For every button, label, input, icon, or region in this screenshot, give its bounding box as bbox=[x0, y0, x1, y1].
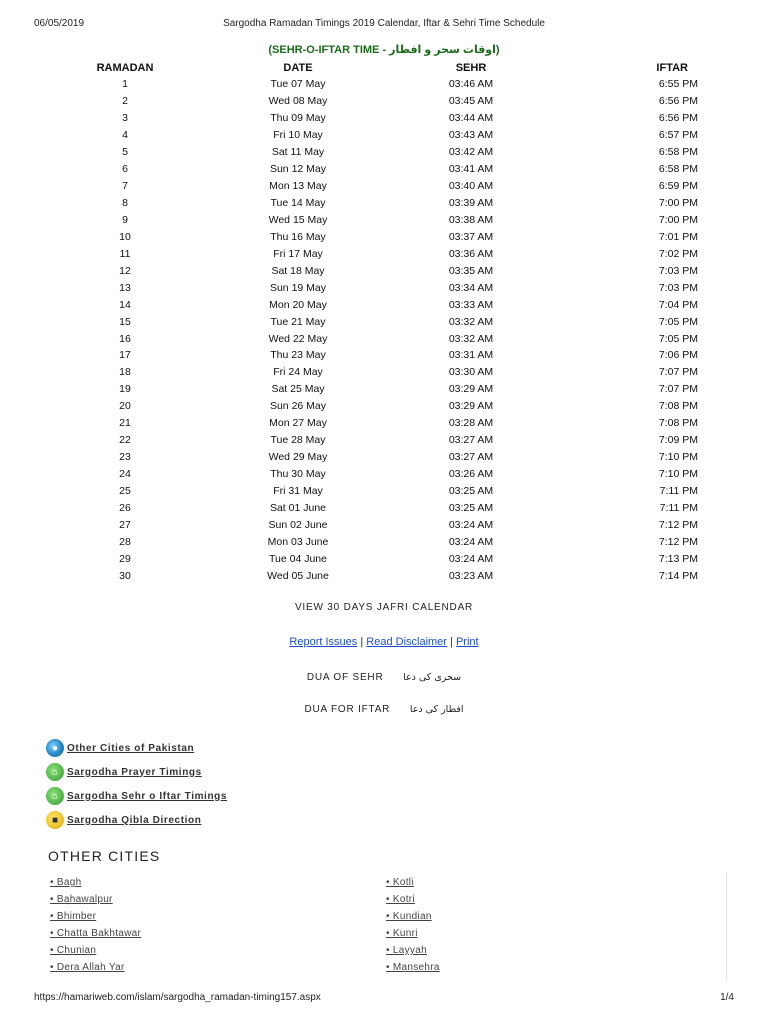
sehr-time-cell: 03:30 AM bbox=[448, 366, 494, 379]
sehr-time-cell: 03:32 AM bbox=[448, 315, 494, 328]
mosque-icon: ⌂ bbox=[46, 787, 64, 805]
city-link[interactable]: • Layyah bbox=[386, 945, 427, 956]
table-row bbox=[40, 347, 728, 364]
sehr-time-cell: 03:23 AM bbox=[448, 569, 494, 582]
date-cell: Fri 10 May bbox=[273, 129, 323, 142]
iftar-time-cell: 7:03 PM bbox=[658, 281, 698, 294]
table-row bbox=[40, 76, 728, 93]
ramadan-day-cell: 15 bbox=[119, 315, 131, 328]
ramadan-day-cell: 23 bbox=[119, 451, 131, 464]
sehr-time-cell: 03:33 AM bbox=[448, 298, 494, 311]
city-link[interactable]: • Kotri bbox=[386, 894, 415, 905]
iftar-time-cell: 7:12 PM bbox=[658, 535, 698, 548]
iftar-time-cell: 7:04 PM bbox=[658, 298, 698, 311]
quick-links bbox=[46, 736, 227, 832]
ramadan-day-cell: 17 bbox=[119, 349, 131, 362]
ramadan-day-cell: 14 bbox=[119, 298, 131, 311]
iftar-time-cell: 7:02 PM bbox=[658, 247, 698, 260]
ramadan-day-cell: 28 bbox=[119, 535, 131, 548]
ramadan-day-cell: 25 bbox=[119, 484, 131, 497]
iftar-time-cell: 7:05 PM bbox=[658, 315, 698, 328]
quick-link-label[interactable]: Sargodha Qibla Direction bbox=[67, 814, 202, 826]
table-row bbox=[40, 110, 728, 127]
iftar-time-cell: 7:12 PM bbox=[658, 518, 698, 531]
schedule-title: (SEHR-O-IFTAR TIME - اوقات سحر و افطار) bbox=[268, 44, 500, 56]
city-link[interactable]: • Dera Allah Yar bbox=[50, 962, 125, 973]
page-url: https://hamariweb.com/islam/sargodha_ramadan-timing157.aspx bbox=[34, 992, 321, 1003]
table-row bbox=[40, 432, 728, 449]
city-link[interactable]: • Chatta Bakhtawar bbox=[50, 928, 142, 939]
table-row bbox=[40, 262, 728, 279]
ramadan-day-cell: 24 bbox=[119, 468, 131, 481]
date-cell: Sun 12 May bbox=[269, 163, 327, 176]
ramadan-day-cell: 5 bbox=[122, 146, 128, 159]
table-row bbox=[40, 550, 728, 567]
date-cell: Thu 09 May bbox=[270, 112, 326, 125]
sehr-time-cell: 03:36 AM bbox=[448, 247, 494, 260]
table-header-row bbox=[40, 59, 728, 76]
ramadan-day-cell: 6 bbox=[122, 163, 128, 176]
iftar-time-cell: 6:55 PM bbox=[658, 78, 698, 91]
table-row bbox=[40, 212, 728, 229]
date-cell: Mon 03 June bbox=[267, 535, 329, 548]
page-number: 1/4 bbox=[720, 992, 734, 1003]
ramadan-day-cell: 4 bbox=[122, 129, 128, 142]
quick-link-sehr-iftar-timings[interactable] bbox=[46, 784, 227, 808]
date-cell: Mon 13 May bbox=[269, 180, 327, 193]
quick-link-label[interactable]: Sargodha Sehr o Iftar Timings bbox=[67, 790, 228, 802]
cities-column-left bbox=[50, 876, 141, 978]
sehr-time-cell: 03:24 AM bbox=[448, 518, 494, 531]
sehr-time-cell: 03:45 AM bbox=[448, 95, 494, 108]
ramadan-day-cell: 10 bbox=[119, 230, 131, 243]
date-cell: Thu 16 May bbox=[270, 230, 326, 243]
ramadan-day-cell: 26 bbox=[119, 501, 131, 514]
iftar-time-cell: 7:08 PM bbox=[658, 400, 698, 413]
report-issues-link[interactable]: Report Issues bbox=[289, 636, 358, 648]
ramadan-day-cell: 1 bbox=[122, 78, 128, 91]
sehr-time-cell: 03:31 AM bbox=[448, 349, 494, 362]
sehr-time-cell: 03:32 AM bbox=[448, 332, 494, 345]
date-cell: Fri 24 May bbox=[273, 366, 323, 379]
iftar-time-cell: 7:05 PM bbox=[658, 332, 698, 345]
date-cell: Sun 19 May bbox=[269, 281, 327, 294]
date-cell: Sun 26 May bbox=[269, 400, 327, 413]
table-row bbox=[40, 228, 728, 245]
dua-iftar-label: DUA FOR IFTAR bbox=[304, 704, 391, 715]
date-cell: Thu 23 May bbox=[270, 349, 326, 362]
city-link[interactable]: • Kundian bbox=[386, 911, 432, 922]
table-row bbox=[40, 161, 728, 178]
table-row bbox=[40, 483, 728, 500]
ramadan-day-cell: 12 bbox=[119, 264, 131, 277]
ramadan-schedule-table bbox=[40, 59, 728, 584]
table-row bbox=[40, 279, 728, 296]
table-row bbox=[40, 127, 728, 144]
mosque-icon: ⌂ bbox=[46, 763, 64, 781]
iftar-time-cell: 7:00 PM bbox=[658, 197, 698, 210]
other-cities-heading: OTHER CITIES bbox=[48, 848, 161, 864]
print-link[interactable]: Print bbox=[455, 636, 479, 648]
table-row bbox=[40, 93, 728, 110]
ramadan-day-cell: 7 bbox=[122, 180, 128, 193]
sehr-time-cell: 03:29 AM bbox=[448, 383, 494, 396]
city-link[interactable]: • Kunri bbox=[386, 928, 418, 939]
read-disclaimer-link[interactable]: Read Disclaimer bbox=[366, 636, 447, 648]
date-cell: Fri 31 May bbox=[273, 484, 323, 497]
sehr-time-cell: 03:42 AM bbox=[448, 146, 494, 159]
dua-for-iftar[interactable] bbox=[0, 704, 768, 715]
other-cities-list bbox=[44, 872, 727, 980]
sehr-time-cell: 03:34 AM bbox=[448, 281, 494, 294]
iftar-time-cell: 6:59 PM bbox=[658, 180, 698, 193]
iftar-time-cell: 7:07 PM bbox=[658, 366, 698, 379]
city-link[interactable]: • Bahawalpur bbox=[50, 894, 113, 905]
table-row bbox=[40, 415, 728, 432]
date-cell: Wed 22 May bbox=[268, 332, 328, 345]
date-cell: Wed 29 May bbox=[268, 451, 328, 464]
quick-link-label[interactable]: Sargodha Prayer Timings bbox=[67, 766, 202, 778]
ramadan-day-cell: 30 bbox=[119, 569, 131, 582]
iftar-time-cell: 6:56 PM bbox=[658, 95, 698, 108]
quick-link-qibla-direction[interactable] bbox=[46, 808, 227, 832]
table-row bbox=[40, 144, 728, 161]
schedule-body bbox=[40, 76, 728, 584]
sehr-time-cell: 03:38 AM bbox=[448, 213, 494, 226]
date-cell: Thu 30 May bbox=[270, 468, 326, 481]
dua-sehr-label: DUA OF SEHR bbox=[306, 672, 384, 683]
sehr-time-cell: 03:35 AM bbox=[448, 264, 494, 277]
table-row bbox=[40, 533, 728, 550]
date-cell: Mon 20 May bbox=[269, 298, 327, 311]
dua-of-sehr[interactable] bbox=[0, 672, 768, 683]
ramadan-column-header: RAMADAN bbox=[96, 61, 154, 74]
table-row bbox=[40, 330, 728, 347]
date-cell: Sat 18 May bbox=[271, 264, 325, 277]
city-link[interactable]: • Chunian bbox=[50, 945, 97, 956]
ramadan-day-cell: 16 bbox=[119, 332, 131, 345]
date-cell: Wed 05 June bbox=[267, 569, 329, 582]
sehr-time-cell: 03:24 AM bbox=[448, 552, 494, 565]
date-cell: Mon 27 May bbox=[269, 417, 327, 430]
sehr-time-cell: 03:41 AM bbox=[448, 163, 494, 176]
table-row bbox=[40, 364, 728, 381]
date-cell: Sun 02 June bbox=[268, 518, 328, 531]
dua-sehr-urdu: سحری کی دعا bbox=[403, 672, 462, 683]
quick-link-other-cities[interactable] bbox=[46, 736, 227, 760]
iftar-column-header: IFTAR bbox=[656, 61, 688, 74]
quick-link-label[interactable]: Other Cities of Pakistan bbox=[67, 742, 195, 754]
sehr-time-cell: 03:29 AM bbox=[448, 400, 494, 413]
action-links bbox=[0, 636, 768, 648]
ramadan-day-cell: 8 bbox=[122, 197, 128, 210]
cities-column-right bbox=[386, 876, 440, 978]
sehr-time-cell: 03:25 AM bbox=[448, 501, 494, 514]
ramadan-day-cell: 9 bbox=[122, 213, 128, 226]
view-jafri-calendar-link[interactable]: VIEW 30 DAYS JAFRI CALENDAR bbox=[294, 602, 474, 613]
table-row bbox=[40, 567, 728, 584]
ramadan-day-cell: 13 bbox=[119, 281, 131, 294]
iftar-time-cell: 7:11 PM bbox=[659, 501, 698, 514]
date-cell: Tue 28 May bbox=[270, 434, 326, 447]
city-link[interactable]: • Bhimber bbox=[50, 911, 97, 922]
date-cell: Sat 25 May bbox=[271, 383, 325, 396]
ramadan-day-cell: 29 bbox=[119, 552, 131, 565]
ramadan-day-cell: 11 bbox=[119, 247, 131, 260]
iftar-time-cell: 7:06 PM bbox=[658, 349, 698, 362]
date-cell: Tue 07 May bbox=[270, 78, 326, 91]
iftar-time-cell: 6:56 PM bbox=[658, 112, 698, 125]
date-cell: Wed 08 May bbox=[268, 95, 328, 108]
table-row bbox=[40, 178, 728, 195]
iftar-time-cell: 7:01 PM bbox=[658, 230, 698, 243]
sehr-time-cell: 03:43 AM bbox=[448, 129, 494, 142]
table-row bbox=[40, 296, 728, 313]
table-row bbox=[40, 313, 728, 330]
date-cell: Tue 21 May bbox=[270, 315, 326, 328]
iftar-time-cell: 6:58 PM bbox=[658, 146, 698, 159]
sehr-time-cell: 03:27 AM bbox=[448, 451, 494, 464]
ramadan-day-cell: 3 bbox=[122, 112, 128, 125]
iftar-time-cell: 7:10 PM bbox=[658, 451, 698, 464]
sehr-time-cell: 03:28 AM bbox=[448, 417, 494, 430]
iftar-time-cell: 7:14 PM bbox=[658, 569, 698, 582]
sehr-time-cell: 03:44 AM bbox=[448, 112, 494, 125]
date-cell: Sat 01 June bbox=[269, 501, 327, 514]
print-date: 06/05/2019 bbox=[34, 18, 85, 29]
date-cell: Sat 11 May bbox=[271, 146, 325, 159]
sehr-time-cell: 03:40 AM bbox=[448, 180, 494, 193]
iftar-time-cell: 7:07 PM bbox=[658, 383, 698, 396]
iftar-time-cell: 7:03 PM bbox=[658, 264, 698, 277]
table-row bbox=[40, 449, 728, 466]
date-cell: Fri 17 May bbox=[273, 247, 323, 260]
print-header bbox=[34, 18, 734, 32]
sehr-time-cell: 03:46 AM bbox=[448, 78, 494, 91]
table-row bbox=[40, 195, 728, 212]
ramadan-day-cell: 19 bbox=[119, 383, 131, 396]
sehr-time-cell: 03:25 AM bbox=[448, 484, 494, 497]
sehr-time-cell: 03:24 AM bbox=[448, 535, 494, 548]
globe-icon: ● bbox=[46, 739, 64, 757]
ramadan-day-cell: 20 bbox=[119, 400, 131, 413]
ramadan-day-cell: 2 bbox=[122, 95, 128, 108]
iftar-time-cell: 7:11 PM bbox=[659, 484, 698, 497]
city-link[interactable]: • Mansehra bbox=[386, 962, 440, 973]
page-title: Sargodha Ramadan Timings 2019 Calendar, Iftar & Sehri Time Schedule bbox=[223, 18, 545, 29]
date-column-header: DATE bbox=[283, 61, 313, 74]
table-row bbox=[40, 499, 728, 516]
link-separator: | bbox=[450, 636, 453, 648]
ramadan-day-cell: 18 bbox=[119, 366, 131, 379]
table-row bbox=[40, 381, 728, 398]
sehr-time-cell: 03:37 AM bbox=[448, 230, 494, 243]
iftar-time-cell: 6:58 PM bbox=[658, 163, 698, 176]
sehr-column-header: SEHR bbox=[455, 61, 487, 74]
iftar-time-cell: 7:09 PM bbox=[658, 434, 698, 447]
date-cell: Wed 15 May bbox=[268, 213, 328, 226]
ramadan-day-cell: 21 bbox=[119, 417, 131, 430]
ramadan-day-cell: 27 bbox=[119, 518, 131, 531]
table-row bbox=[40, 245, 728, 262]
table-row bbox=[40, 516, 728, 533]
link-separator: | bbox=[360, 636, 364, 648]
table-row bbox=[40, 398, 728, 415]
print-footer bbox=[34, 992, 734, 1006]
table-row bbox=[40, 466, 728, 483]
city-link[interactable]: • Bagh bbox=[50, 877, 82, 888]
qibla-icon: ■ bbox=[46, 811, 64, 829]
ramadan-day-cell: 22 bbox=[119, 434, 131, 447]
iftar-time-cell: 7:13 PM bbox=[658, 552, 698, 565]
sehr-time-cell: 03:26 AM bbox=[448, 468, 494, 481]
sehr-time-cell: 03:27 AM bbox=[448, 434, 494, 447]
quick-link-prayer-timings[interactable] bbox=[46, 760, 227, 784]
iftar-time-cell: 7:10 PM bbox=[658, 468, 698, 481]
date-cell: Tue 04 June bbox=[269, 552, 327, 565]
iftar-time-cell: 7:00 PM bbox=[658, 213, 698, 226]
sehr-time-cell: 03:39 AM bbox=[448, 197, 494, 210]
date-cell: Tue 14 May bbox=[270, 197, 326, 210]
city-link[interactable]: • Kotli bbox=[386, 877, 414, 888]
iftar-time-cell: 7:08 PM bbox=[658, 417, 698, 430]
iftar-time-cell: 6:57 PM bbox=[658, 129, 698, 142]
dua-iftar-urdu: افطار کی دعا bbox=[409, 704, 464, 715]
